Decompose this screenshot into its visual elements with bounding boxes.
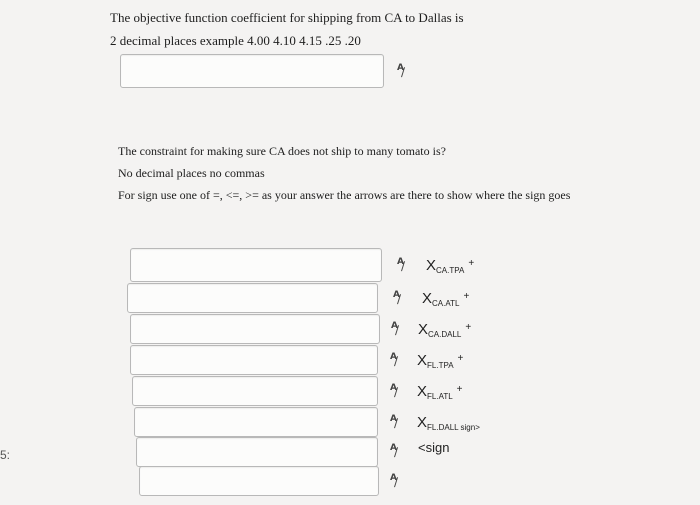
variable-label-1: $X_{CA.TPA}^+$ xyxy=(426,257,475,275)
constraint-input-4[interactable] xyxy=(130,345,378,375)
constraint-input-2[interactable] xyxy=(127,283,378,313)
spellcheck-icon[interactable] xyxy=(389,474,403,488)
spellcheck-icon[interactable] xyxy=(389,444,403,458)
constraint-input-3[interactable] xyxy=(130,314,380,344)
question2-text-line3: For sign use one of =, <=, >= as your answer the arrows are there to show where the sign goes xyxy=(118,188,571,202)
spellcheck-icon[interactable] xyxy=(396,258,410,272)
variable-label-3: $X_{CA.DALL}^+$ xyxy=(418,321,472,339)
rhs-input[interactable] xyxy=(139,466,379,496)
variable-label-5: $X_{FL.ATL}^+$ xyxy=(417,383,463,401)
spellcheck-icon[interactable] xyxy=(390,322,404,336)
spellcheck-icon[interactable] xyxy=(396,64,410,78)
constraint-input-5[interactable] xyxy=(132,376,378,406)
question1-text-line2: 2 decimal places example 4.00 4.10 4.15 .25 .20 xyxy=(110,33,361,48)
question1-text-line1: The objective function coefficient for shipping from CA to Dallas is xyxy=(110,10,464,25)
question2-text-line2: No decimal places no commas xyxy=(118,166,265,180)
spellcheck-icon[interactable] xyxy=(389,353,403,367)
variable-label-6: $X_{FL.DALL sign>}$ xyxy=(417,414,480,432)
spellcheck-icon[interactable] xyxy=(389,415,403,429)
objective-coefficient-input[interactable] xyxy=(120,54,384,88)
variable-label-4: $X_{FL.TPA}^+$ xyxy=(417,352,464,370)
sign-label: <sign xyxy=(418,440,450,455)
constraint-input-6[interactable] xyxy=(134,407,378,437)
spellcheck-icon[interactable] xyxy=(392,291,406,305)
side-mark: 5: xyxy=(0,448,11,462)
constraint-input-1[interactable] xyxy=(130,248,382,282)
sign-input[interactable] xyxy=(136,437,378,467)
variable-label-2: $X_{CA.ATL}^+$ xyxy=(422,290,470,308)
question2-text-line1: The constraint for making sure CA does not ship to many tomato is? xyxy=(118,144,446,158)
spellcheck-icon[interactable] xyxy=(389,384,403,398)
